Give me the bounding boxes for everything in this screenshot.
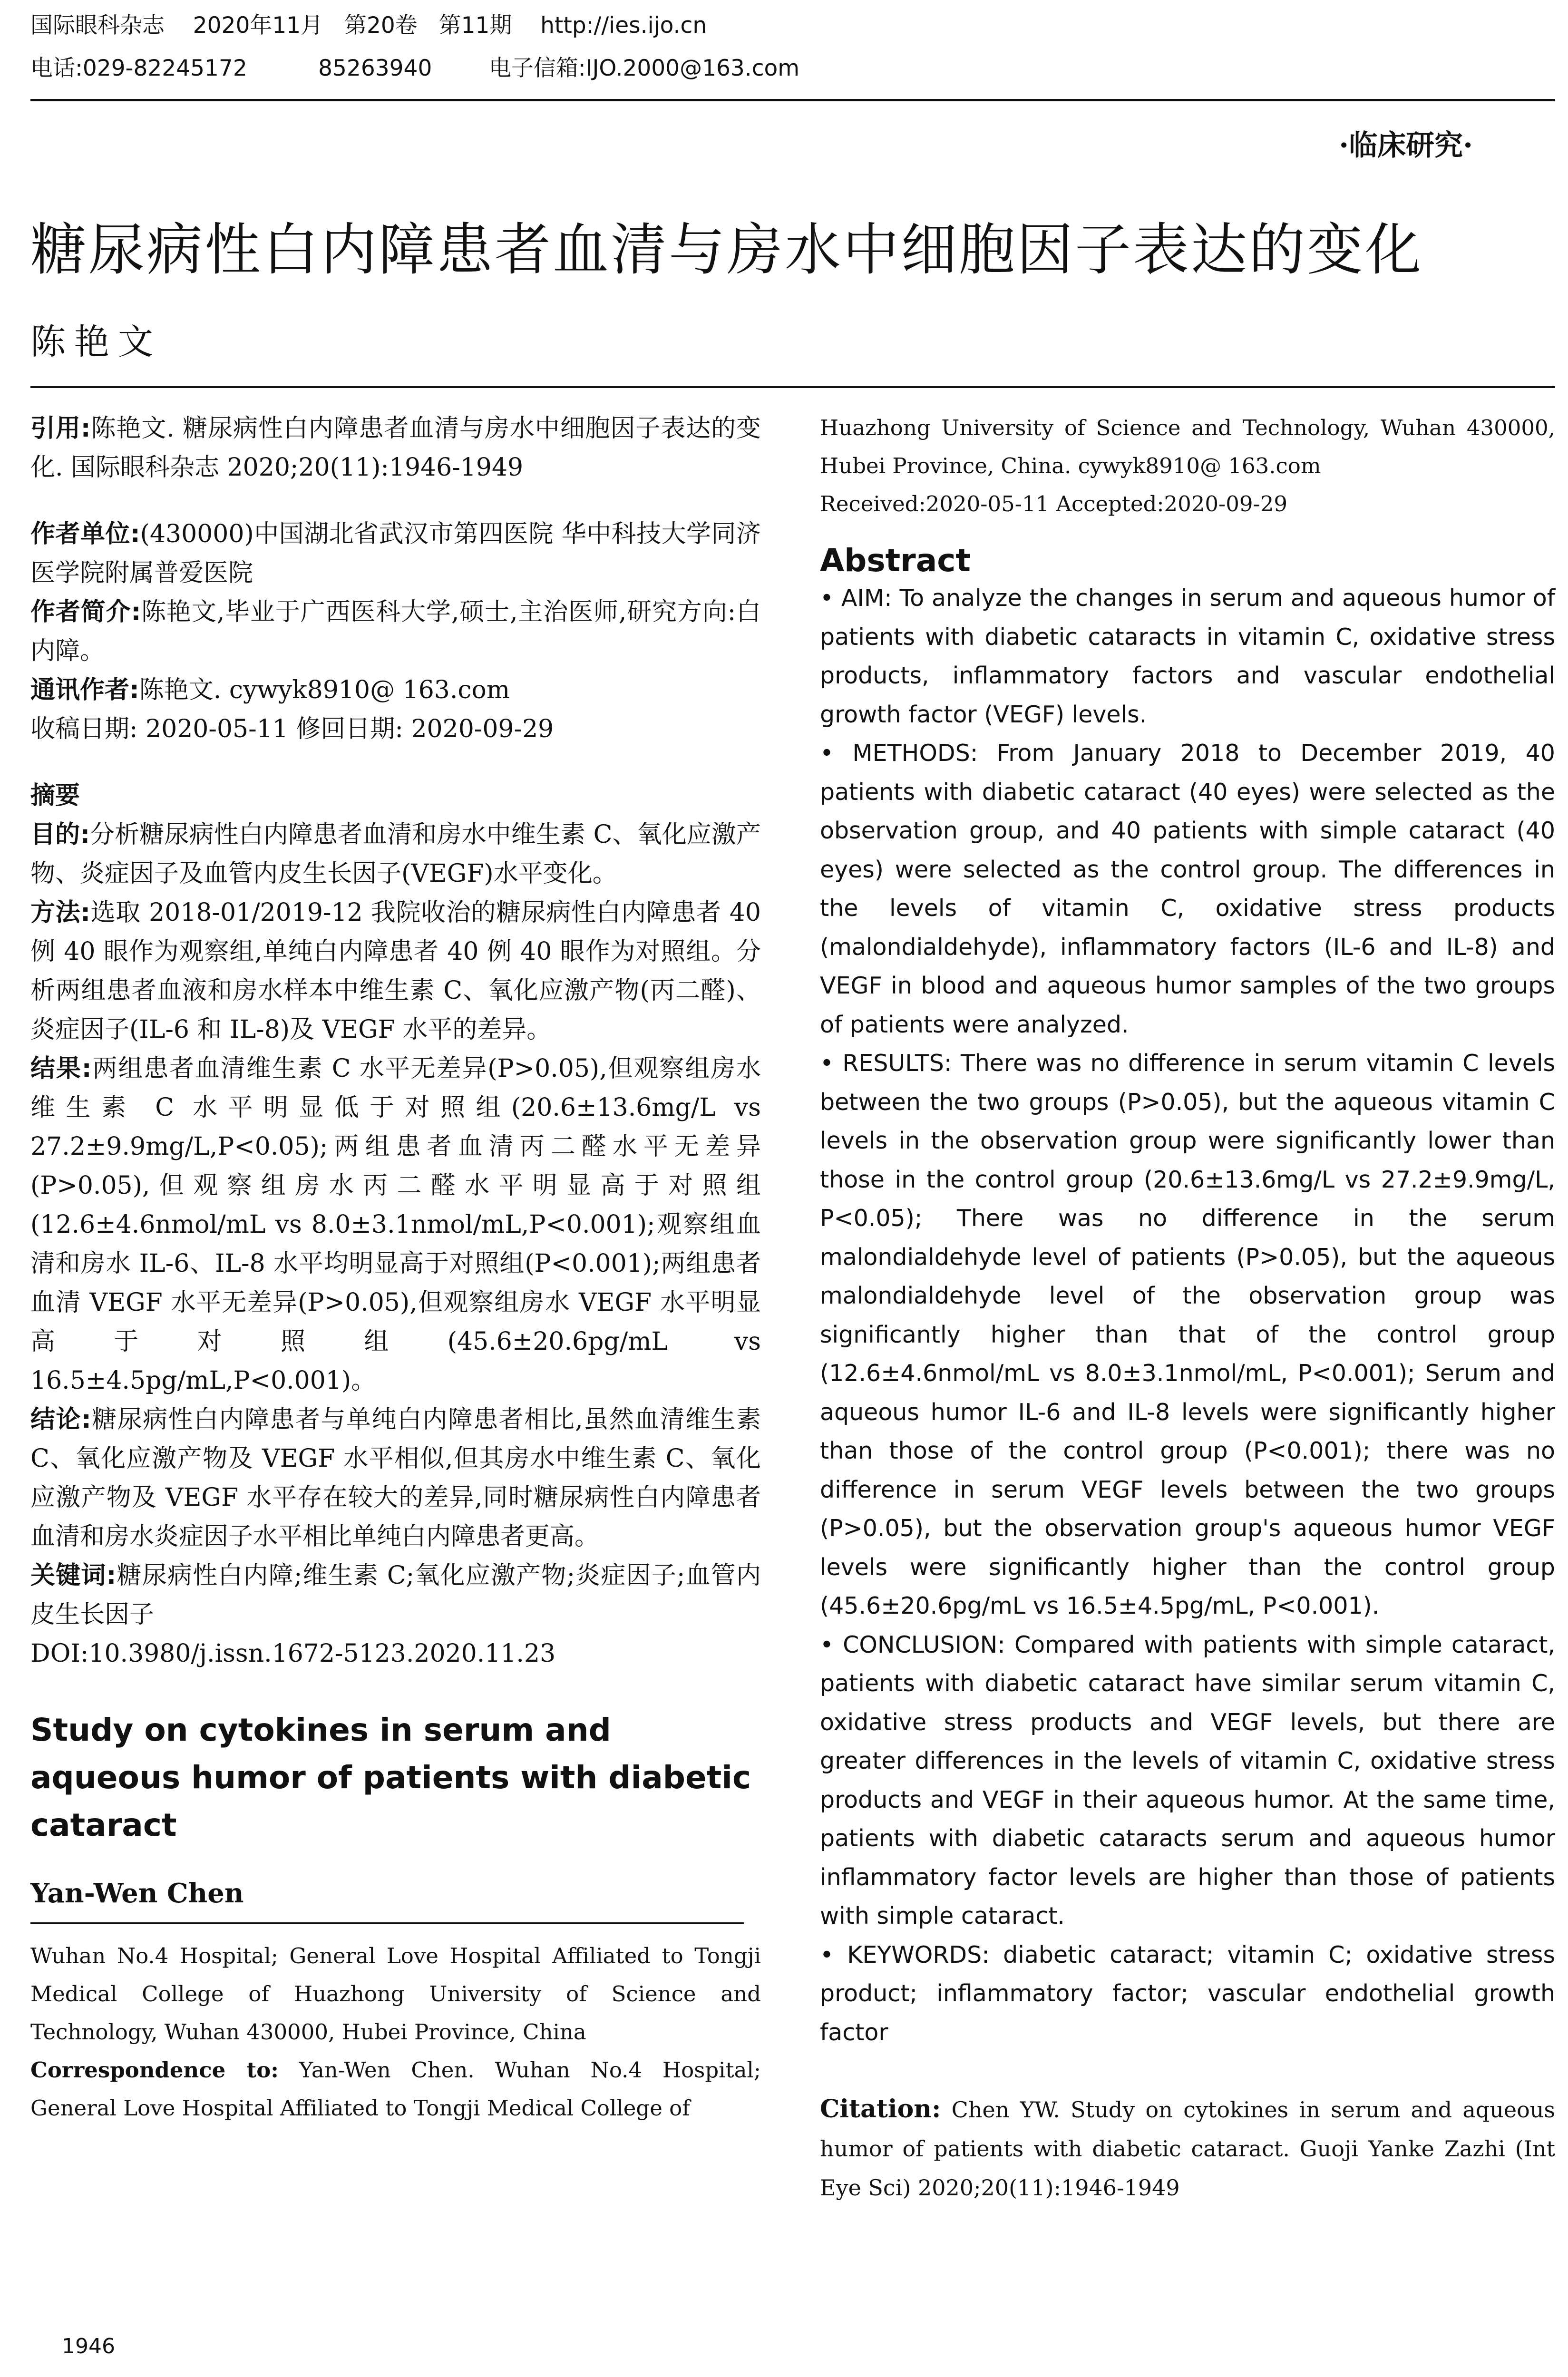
conclusion-label: 结论:: [30, 1405, 91, 1434]
section-tag: ·临床研究·: [1339, 129, 1473, 162]
aim-label: 目的:: [30, 820, 90, 849]
keywords-en: • KEYWORDS: diabetic cataract; vitamin C; oxidative stress product; inflammatory factor; vascular endothelial growth factor: [820, 1941, 1555, 2046]
left-column: [30, 409, 761, 2127]
keywords-cn: [30, 1556, 761, 1634]
results-en: • RESULTS: There was no difference in serum vitamin C levels between the two groups (P>0.05), but the aqueous vitamin C levels in the observation group were significantly lower than those in the control group (20.6±13.6mg/L vs 27.2±9.9mg/L, P<0.05); There was no difference in the serum malondialdehyde level of patients (P>0.05), but the aqueous malondialdehyde level of the observation group was significantly higher than that of the control group (12.6±4.6nmol/mL vs 8.0±3.1nmol/mL, P<0.001); Serum and aqueous humor IL-6 and IL-8 levels were significantly higher than those of the control group (P<0.001); there was no difference in serum VEGF levels between the two groups (P>0.05), but the observation group's aqueous humor VEGF levels were significantly higher than the control group (45.6±20.6pg/mL vs 16.5±4.5pg/mL, P<0.001).: [820, 1050, 1555, 1619]
citation-en: [820, 2090, 1555, 2207]
unit-label: 作者单位:: [30, 520, 140, 548]
title-rule: [30, 386, 1555, 388]
abstract-heading-en: Abstract: [820, 542, 971, 579]
author-bio: [30, 593, 761, 671]
unit-text: (430000)中国湖北省武汉市第四医院 华中科技大学同济医学院附属普爱医院: [30, 520, 761, 587]
results-label: 结果:: [30, 1054, 92, 1083]
corr-text: 陈艳文. cywyk8910@ 163.com: [139, 676, 510, 704]
aim-cn: [30, 815, 761, 893]
journal-header-line2: 电话:029-82245172 85263940 电子信箱:IJO.2000@163.com: [30, 55, 800, 81]
right-column: [820, 409, 1555, 2207]
affiliation-en: Wuhan No.4 Hospital; General Love Hospital Affiliated to Tongji Medical College of Huazhong University of Science and Technology, Wuhan 430000, Hubei Province, China: [30, 1943, 761, 2045]
conclusion-en: • CONCLUSION: Compared with patients with simple cataract, patients with diabetic cataract have similar serum vitamin C, oxidative stress products and VEGF levels, but there are greater differences in the levels of vitamin C, oxidative stress products and VEGF in their aqueous humor. At the same time, patients with diabetic cataracts serum and aqueous humor inflammatory factor levels are higher than those of patients with simple cataract.: [820, 1631, 1555, 1929]
keywords-text: 糖尿病性白内障;维生素 C;氧化应激产物;炎症因子;血管内皮生长因子: [30, 1561, 761, 1629]
received-dates: Received:2020-05-11 Accepted:2020-09-29: [820, 491, 1287, 516]
author-unit: [30, 515, 761, 593]
correspondence-en-text: Yan-Wen Chen. Wuhan No.4 Hospital; General Love Hospital Affiliated to Tongji Medical College of: [30, 2057, 761, 2121]
results-cn: [30, 1049, 761, 1400]
correspondence-en-label: Correspondence to:: [30, 2057, 279, 2083]
page-number: 1946: [62, 2334, 115, 2358]
citation-en-text: Chen YW. Study on cytokines in serum and aqueous humor of patients with diabetic cataract. Guoji Yanke Zazhi (Int Eye Sci) 2020;20(11):1946-1949: [820, 2097, 1555, 2201]
conclusion-text: 糖尿病性白内障患者与单纯白内障患者相比,虽然血清维生素 C、氧化应激产物及 VEGF 水平相似,但其房水中维生素 C、氧化应激产物及 VEGF 水平存在较大的差异,同时糖尿病性白内障患者血清和房水炎症因子水平相比单纯白内障患者更高。: [30, 1405, 761, 1551]
citation-text: 陈艳文. 糖尿病性白内障患者血清与房水中细胞因子表达的变化. 国际眼科杂志 2020;20(11):1946-1949: [30, 414, 761, 482]
english-title: Study on cytokines in serum and aqueous humor of patients with diabetic cataract: [30, 1712, 751, 1843]
results-text: 两组患者血清维生素 C 水平无差异(P>0.05),但观察组房水维生素 C 水平明显低于对照组(20.6±13.6mg/L vs 27.2±9.9mg/L,P<0.05);两组患者血清丙二醛水平无差异(P>0.05),但观察组房水丙二醛水平明显高于对照组(12.6±4.6nmol/mL vs 8.0±3.1nmol/mL,P<0.001);观察组血清和房水 IL-6、IL-8 水平均明显高于对照组(P<0.001);两组患者血清 VEGF 水平无差异(P>0.05),但观察组房水 VEGF 水平明显高于对照组(45.6±20.6pg/mL vs 16.5±4.5pg/mL,P<0.001)。: [30, 1054, 761, 1395]
doi: DOI:10.3980/j.issn.1672-5123.2020.11.23: [30, 1639, 556, 1668]
correspondence-en-cont: Huazhong University of Science and Technology, Wuhan 430000, Hubei Province, China. cywyk8910@ 163.com: [820, 415, 1555, 478]
methods-cn: [30, 893, 761, 1049]
citation-label: 引用:: [30, 414, 91, 443]
header-rule: [30, 99, 1555, 101]
aim-text: 分析糖尿病性白内障患者血清和房水中维生素 C、氧化应激产物、炎症因子及血管内皮生长因子(VEGF)水平变化。: [30, 820, 761, 888]
article-title: 糖尿病性白内障患者血清与房水中细胞因子表达的变化: [30, 217, 1423, 283]
conclusion-cn: [30, 1400, 761, 1556]
dates: 收稿日期: 2020-05-11 修回日期: 2020-09-29: [30, 715, 554, 743]
aim-en: • AIM: To analyze the changes in serum and aqueous humor of patients with diabetic cataracts in vitamin C, oxidative stress products, inflammatory factors and vascular endothelial growth factor (VEGF) levels.: [820, 585, 1555, 728]
journal-header-line1: 国际眼科杂志 2020年11月 第20卷 第11期 http://ies.ijo.cn: [30, 12, 707, 39]
corr-label: 通讯作者:: [30, 676, 139, 704]
citation-cn: [30, 409, 761, 487]
bio-text: 陈艳文,毕业于广西医科大学,硕士,主治医师,研究方向:白内障。: [30, 598, 761, 665]
abstract-heading-cn: [30, 776, 761, 815]
bio-label: 作者简介:: [30, 598, 141, 626]
keywords-label: 关键词:: [30, 1561, 117, 1590]
methods-text: 选取 2018-01/2019-12 我院收治的糖尿病性白内障患者 40 例 40 眼作为观察组,单纯白内障患者 40 例 40 眼作为对照组。分析两组患者血液和房水样本中维生素 C、氧化应激产物(丙二醛)、炎症因子(IL-6 和 IL-8)及 VEGF 水平的差异。: [30, 898, 761, 1044]
methods-label: 方法:: [30, 898, 91, 927]
citation-en-label: Citation:: [820, 2094, 941, 2124]
abstract-heading-cn-text: 摘要: [30, 781, 80, 810]
article-author: 陈艳文: [30, 321, 162, 362]
english-author: Yan-Wen Chen: [30, 1878, 244, 1909]
methods-en: • METHODS: From January 2018 to December 2019, 40 patients with diabetic cataract (40 eyes) were selected as the observation group, and 40 patients with simple cataract (40 eyes) were selected as the control group. The differences in the levels of vitamin C, oxidative stress products (malondialdehyde), inflammatory factors (IL-6 and IL-8) and VEGF in blood and aqueous humor samples of the two groups of patients were analyzed.: [820, 740, 1555, 1038]
corresponding-author: [30, 671, 761, 710]
correspondence-en: [30, 2051, 761, 2127]
